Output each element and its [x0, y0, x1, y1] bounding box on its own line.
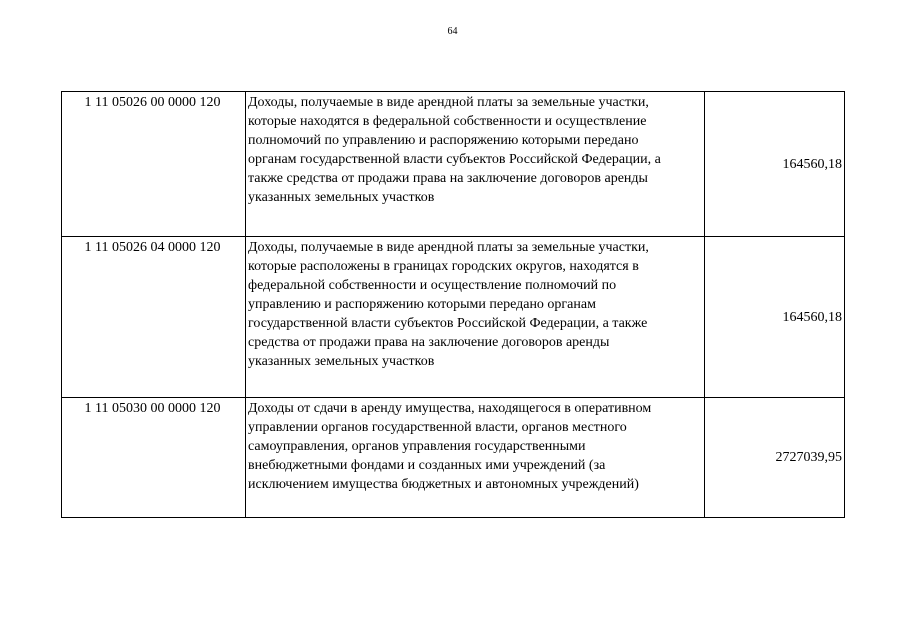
description-line: исключением имущества бюджетных и автономных учреждений) [248, 477, 639, 492]
table-row [62, 237, 845, 398]
description-line: самоуправления, органов управления государственными [248, 439, 586, 454]
description-line: федеральной собственности и осуществление полномочий по [248, 278, 617, 293]
description-line: указанных земельных участков [248, 190, 435, 205]
amount-cell: 164560,18 [705, 92, 845, 237]
description-line: управлении органов государственной власти, органов местного [248, 420, 627, 435]
description-line: органам государственной власти субъектов Российской Федерации, а [248, 152, 661, 167]
description-line: Доходы, получаемые в виде арендной платы за земельные участки, [248, 95, 649, 110]
revenue-table [61, 91, 845, 518]
description-line: Доходы, получаемые в виде арендной платы за земельные участки, [248, 240, 649, 255]
description-cell [246, 237, 705, 398]
budget-code-cell: 1 11 05026 00 0000 120 [62, 92, 246, 237]
budget-code-cell: 1 11 05026 04 0000 120 [62, 237, 246, 398]
description-cell [246, 398, 705, 518]
description-line: Доходы от сдачи в аренду имущества, находящегося в оперативном [248, 401, 652, 416]
description-line: указанных земельных участков [248, 354, 435, 369]
page-number: 64 [447, 26, 458, 37]
description-line: государственной власти субъектов Российской Федерации, а также [248, 316, 648, 331]
amount-cell: 2727039,95 [705, 398, 845, 518]
budget-code-cell: 1 11 05030 00 0000 120 [62, 398, 246, 518]
description-line: полномочий по управлению и распоряжению которыми передано [248, 133, 639, 148]
table-row [62, 398, 845, 518]
amount-cell: 164560,18 [705, 237, 845, 398]
description-line: которые находятся в федеральной собственности и осуществление [248, 114, 647, 129]
description-line: средства от продажи права на заключение договоров аренды [248, 335, 610, 350]
description-cell [246, 92, 705, 237]
description-line: внебюджетными фондами и созданных ими учреждений (за [248, 458, 606, 473]
table-row [62, 92, 845, 237]
description-line: также средства от продажи права на заключение договоров аренды [248, 171, 648, 186]
description-line: управлению и распоряжению которыми передано органам [248, 297, 596, 312]
description-line: которые расположены в границах городских округов, находятся в [248, 259, 639, 274]
